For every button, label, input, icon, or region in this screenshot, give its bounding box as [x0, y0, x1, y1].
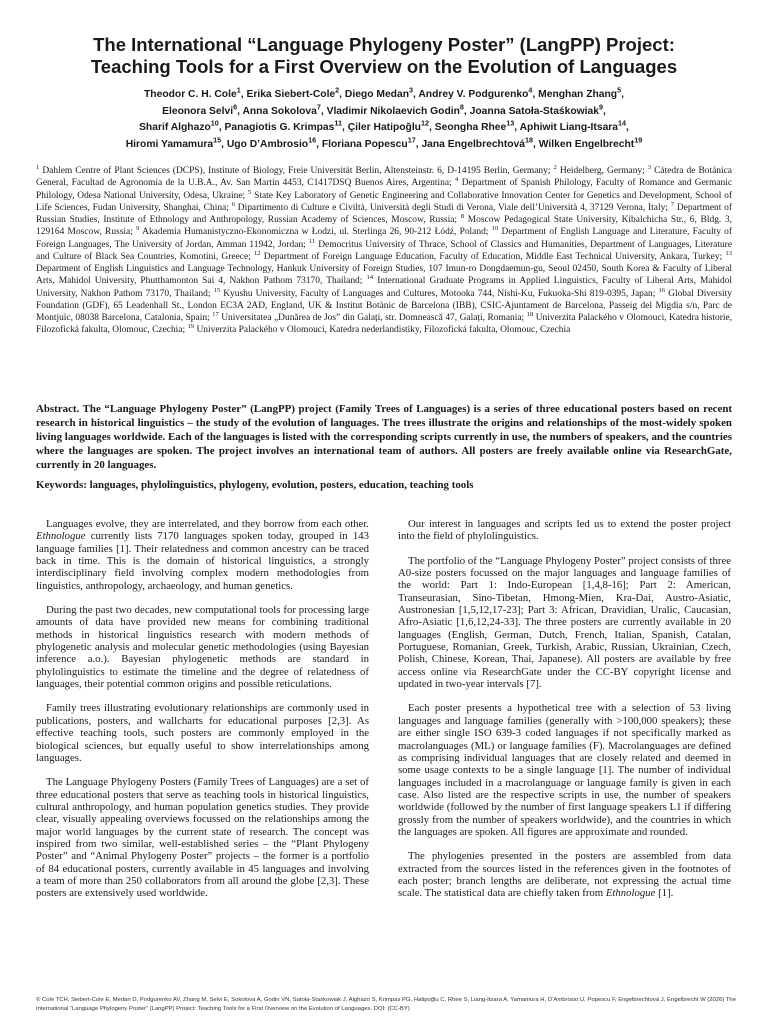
paper-title	[40, 34, 728, 78]
affiliation-text: State Key Laboratory of Genetic Engineering and Collaborative Innovation Center for Genetics and Development, School of Life Sciences, Fudan University, Shanghai, China;	[36, 190, 733, 213]
affiliation-text: Dipartimento di Culture e Civiltà, Università degli Studi di Verona, Viale dell’Università 4, 37129 Verona, Italy;	[237, 202, 668, 213]
affiliation-mark: 13	[725, 249, 733, 257]
author-list: Theodor C. H. Cole$^1$, Erika Siebert-Cole$^2$, Diego Medan$^3$, Andrey V. Podgurenko$^4$, Menghan Zhang$^5$, Eleonora Selvi$^6$, Anna Sokolova$^7$, Vladimir Nikolaevich Godin$^8$, Joanna Satoła-Staśkowiak$^9$, Sharif Alghazo$^{10}$, Panagiotis G. Krimpas$^{11}$, Çiler Hatipoğlu$^{12}$, Seongha Rhee$^{13}$, Aphiwit Liang-Itsara$^{14}$, Hiromi Yamamura$^{15}$, Ugo D’Ambrosio$^{16}$, Floriana Popescu$^{17}$, Jana Engelbrechtová$^{18}$, Wilken Engelbrecht$^{19}$	[125, 85, 643, 150]
affiliation-mark: 17	[212, 310, 219, 318]
author-name: Panagiotis G. Krimpas	[224, 122, 335, 134]
abstract	[36, 402, 732, 472]
affiliation-text: Dahlem Centre of Plant Sciences (DCPS), Institute of Biology, Freie Universität Berlin, Altensteinstr. 6, D-14195 Berlin, Germany;	[42, 166, 551, 176]
author-affiliation-mark: 10	[210, 118, 219, 128]
author-affiliation-mark: 17	[407, 135, 416, 145]
author-name: Erika Siebert-Cole	[246, 89, 336, 100]
affiliation-text: Department of Russian Studies, Institute of Ethnology and Anthropology, Russian Academy of Sciences, Moscow, Russia;	[36, 202, 733, 225]
title-line-2: Teaching Tools for a First Overview on the Evolution of Languages	[90, 56, 678, 77]
body-paragraph	[36, 518, 369, 592]
author-name: Theodor C. H. Cole	[144, 89, 237, 100]
author-name: Sharif Alghazo	[139, 122, 211, 134]
author-name: Seongha Rhee	[434, 122, 507, 134]
author-name: Vladimir Nikolaevich Godin	[326, 105, 460, 117]
copyright-footer: © Cole TCH, Siebert-Cole E, Medan D, Podgurenko AV, Zhang M, Selvi E, Sokolova A, Godin VN, Satoła-Staśkowiak J, Alghazo S, Krimpas PG, Hatipoğlu C, Rhee S, Liang-Itsara A, Yamamura H, D’Ambrosio U, Popescu F, Engelbrechtová J, Engelbrecht W (2026) The International “Language Phylogeny Poster” (LangPP) Project: Teaching Tools for a First Overview on the Evolution of Languages. DOI: (CC-BY)	[36, 997, 736, 1012]
body-paragraph	[398, 702, 731, 838]
affiliation-mark: 12	[253, 249, 261, 257]
author-affiliation-mark: 14	[618, 118, 627, 128]
author-name: Ugo D’Ambrosio	[226, 138, 309, 150]
author-affiliation-mark: 1	[236, 85, 241, 95]
affiliation-mark: 4	[455, 176, 459, 184]
affiliation-text: Moscow Pedagogical State University, Kibalchicha Str., 6, Bldg. 3, 129164 Moscow, Russia;	[36, 215, 733, 238]
affiliation-text: Heidelberg, Germany;	[559, 166, 645, 176]
author-affiliation-mark: 16	[308, 135, 317, 145]
body-paragraph	[398, 850, 731, 899]
affiliation-mark: 11	[308, 237, 316, 245]
paragraph-text: Languages evolve, they are interrelated, and they borrow from each other.	[46, 518, 369, 530]
affiliation-text: International Graduate Programs in Applied Linguistics, Faculty of Liberal Arts, Mahidol University, Nakhon Pathom 73170, Thailand;	[36, 276, 733, 299]
affiliation-mark: 1	[36, 163, 40, 171]
affiliation-mark: 2	[553, 163, 557, 171]
affiliation-text: Department of Spanish Philology, Faculty of Romance and Germanic Philology, Odesa National University, Odesa, Ukraine;	[36, 178, 733, 201]
affiliation-text: Cátedra de Botánica General, Facultad de Agronomía de la U.B.A., Av. San Martín 4453, C1417DSQ Buenos Aires, Argentina;	[36, 166, 732, 189]
affiliation-text: Universitatea „Dunărea de Jos” din Galați, str. Domnească 47, Galați, Romania;	[221, 313, 525, 323]
author-affiliation-mark: 13	[506, 118, 515, 128]
author-name: Floriana Popescu	[321, 138, 408, 150]
author-affiliation-mark: 11	[334, 118, 343, 128]
author-affiliation-mark: 2	[335, 85, 340, 95]
author-name: Eleonora Selvi	[162, 105, 234, 117]
author-affiliation-mark: 7	[316, 102, 321, 112]
affiliation-mark: 19	[187, 323, 195, 331]
affiliation-mark: 6	[231, 200, 235, 208]
keywords-label: Keywords:	[36, 479, 87, 491]
keywords	[36, 478, 732, 492]
body-paragraph	[36, 776, 369, 899]
keywords-text: languages, phylolinguistics, phylogeny, evolution, posters, education, teaching tools	[89, 479, 474, 491]
paragraph-text: Family trees illustrating evolutionary relationships are commonly used in publications, posters, and wallcharts for educational purposes [2,3]. As effective teaching tools, such posters are commonly employed in the biological sciences, but equally useful to show interrelationships among languages.	[36, 702, 369, 764]
affiliation-text: Department of English Language and Literature, Faculty of Foreign Languages, The University of Jordan, Amman 11942, Jordan;	[36, 227, 733, 250]
affiliation-mark: 7	[670, 200, 675, 208]
author-name: Wilken Engelbrecht	[538, 138, 635, 150]
affiliation-mark: 8	[460, 212, 465, 220]
author-affiliation-mark: 18	[525, 135, 534, 145]
paragraph-text: The phylogenies presented in the posters are assembled from data extracted from the sources listed in the references given in the footnotes of each poster; branch lengths are deliberate, not expressing the actual time scale. The statistical data are chiefly taken from	[398, 850, 731, 900]
affiliation-text: Department of Foreign Language Education, Faculty of Education, Middle East Technical University, Ankara, Turkey;	[263, 251, 723, 262]
body-paragraph	[36, 702, 369, 764]
author-name: Jana Engelbrechtová	[421, 138, 526, 150]
author-affiliation-mark: 9	[599, 102, 604, 112]
affiliation-mark: 10	[491, 225, 499, 233]
paragraph-text: The Language Phylogeny Posters (Family Trees of Languages) are a set of three educational posters that serve as teaching tools in historical linguistics, cultural anthropology, and human population genetics studies. They provide clear, visually appealing overviews focussed on the relationships among the major world languages by the current state of research. The concept was inspired from two similar, well-established series – the “Plant Phylogeny Poster” and “Animal Phylogeny Poster” projects – the former is a portfolio of 84 educational posters, currently available in 45 languages and involving a team of more than 250 collaborators from all around the globe [2,3]. These posters are extensively used worldwide.	[36, 776, 369, 900]
author-affiliation-mark: 3	[408, 85, 413, 95]
author-affiliation-mark: 8	[459, 102, 464, 112]
author-affiliation-mark: 5	[617, 85, 622, 95]
author-affiliation-mark: 15	[213, 135, 222, 145]
right-column	[398, 518, 731, 912]
author-affiliation-mark: 12	[420, 118, 429, 128]
affiliation-text: Democritus University of Thrace, School of Classics and Humanities, Department of Languages, Literature and Culture of Black Sea Countries, Komotini, Greece;	[36, 239, 733, 262]
paragraph-text: currently lists 7170 languages spoken today, grouped in 143 language families [1]. Their relatedness and common ancestry can be traced back in time. This is the domain of historical linguistics, a strongly interdisciplinary field involving complex modern methodologies from linguistics, anthropology, archaeology, and human genetics.	[36, 530, 369, 592]
author-name: Diego Medan	[344, 89, 409, 100]
affiliations	[36, 165, 732, 337]
body-paragraph	[398, 555, 731, 691]
affiliation-mark: 5	[247, 188, 252, 196]
paragraph-text: [1].	[655, 887, 674, 900]
author-name: Joanna Satoła-Staśkowiak	[469, 105, 599, 117]
body-paragraph	[36, 604, 369, 690]
affiliation-mark: 18	[526, 310, 534, 318]
affiliation-text: Univerzita Palackého v Olomouci, Katedra historie, Filozofická fakulta, Olomouc, Czechia;	[36, 313, 733, 336]
author-name: Anna Sokolova	[242, 105, 317, 117]
author-affiliation-mark: 4	[528, 85, 533, 95]
title-line-1: The International “Language Phylogeny Poster” (LangPP) Project:	[93, 34, 675, 55]
affiliation-text: Department of English Linguistics and Language Technology, Hankuk University of Foreign Studies, 107 Imun-ro Dongdaemun-gu, Seoul 02450, South Korea & Faculty of Liberal Arts, Mahidol University, Phutthamonton Sai 4, Nakhon Pathom 73170, Thailand;	[36, 264, 732, 287]
affiliation-mark: 9	[136, 225, 140, 233]
abstract-label: Abstract.	[36, 403, 80, 415]
author-affiliation-mark: 6	[233, 102, 238, 112]
affiliation-text: Univerzita Palackého v Olomouci, Katedra nederlandistiky, Filozofická fakulta, Olomouc, Czechia	[196, 325, 571, 336]
affiliation-mark: 16	[658, 286, 666, 294]
paragraph-text: During the past two decades, new computational tools for processing large amounts of data have provided new means for combining traditional methods in historical linguistics research with modern methods of phylogenetic analysis and molecular genetic methodologies (using Bayesian inference a.o.). Bayesian phylogenetic methods are standard in phylolinguistics to estimate the timeline and the degree of relatedness of languages, their potential common origins and possible reticulations.	[36, 604, 369, 691]
affiliation-text: Kyushu University, Faculty of Languages and Cultures, Motooka 744, Nishi-Ku, Fukuoka-Shi 819-0395, Japan;	[223, 288, 656, 299]
italic-text: Ethnologue	[605, 887, 656, 900]
author-name: Aphiwit Liang-Itsara	[519, 122, 619, 134]
author-name: Hiromi Yamamura	[125, 138, 214, 150]
author-name: Andrey V. Podgurenko	[418, 89, 529, 100]
paragraph-text: Each poster presents a hypothetical tree with a selection of 53 living languages and language families (generally with >100,000 speakers); these are either single ISO 639-3 coded languages if not specifically marked as macrolanguages (ML) or language families (F). Macrolanguages are defined as comprising individual languages that are closely related and deemed in some usage contexts to be a single language [1]. The number of individual languages included in a macrolanguage or language family is given in each case. Also listed are the respective scripts in use, the number of speakers worldwide (followed by the number of first language speakers L1 if differing grossly from the number of speakers worldwide), and the countries in which the languages are spoken. All figures are approximate and rounded.	[398, 702, 731, 838]
paragraph-text: The portfolio of the “Language Phylogeny Poster” project consists of three A0-size posters focussed on the major languages and language families of the world: Part 1: Indo-European [1,4,8-16]; Part 2: American, Transeurasian, Sino-Tibetan, Hmong-Mien, Kra-Dai, Austro-Asiatic, Austronesian [1,5,12,17-23]; Part 3: African, Dravidian, Uralic, Caucasian, Afro-Asiatic [1,6,12,24-33]. The three posters are currently available in 20 languages (English, German, Dutch, French, Italian, Spanish, Catalan, Portuguese, Romanian, Greek, Turkish, Arabic, Russian, Ukrainian, Czech, Polish, Chinese, Korean, Thai, Japanese). All posters are available by free access online via ResearchGate under the CC-BY copyright license and updated in two-year intervals [7].	[398, 554, 731, 691]
author-name: Menghan Zhang	[538, 89, 618, 100]
affiliation-mark: 14	[366, 274, 374, 282]
abstract-text: The “Language Phylogeny Poster” (LangPP) project (Family Trees of Languages) is a series of three educational posters based on recent research in historical linguistics – the study of the evolution of languages. The trees illustrate the origins and relationships of the most-widely spoken living languages worldwide. Each of the languages is listed with the corresponding scripts currently in use, the numbers of speakers, and the countries where the languages are spoken. The project involves an international team of authors. All posters are freely available online via ResearchGate, currently in 20 languages.	[36, 403, 733, 472]
body-paragraph	[398, 518, 731, 543]
affiliation-mark: 15	[213, 286, 221, 294]
affiliation-mark: 3	[647, 163, 652, 171]
left-column	[36, 518, 369, 912]
paragraph-text: Our interest in languages and scripts led us to extend the poster project into the field of phylolinguistics.	[398, 518, 731, 543]
affiliation-text: Akademia Humanistyczno-Ekonomiczna w Łodzi, ul. Sterlinga 26, 90-212 Łódź, Poland;	[142, 227, 489, 238]
author-name: Çiler Hatipoğlu	[347, 122, 421, 134]
affiliation-text: Global Diversity Foundation (GDF), 65 Leadenhall St., London EC3A 2AD, England, UK & Institut Botànic de Barcelona (IBB), CSIC-Ajuntament de Barcelona, Passeig del Migdia s/n, Parc de Montjuïc, 08038 Barcelona, Catalonia, Spain;	[36, 288, 733, 323]
author-affiliation-mark: 19	[634, 135, 643, 145]
italic-text: Ethnologue	[36, 530, 86, 543]
